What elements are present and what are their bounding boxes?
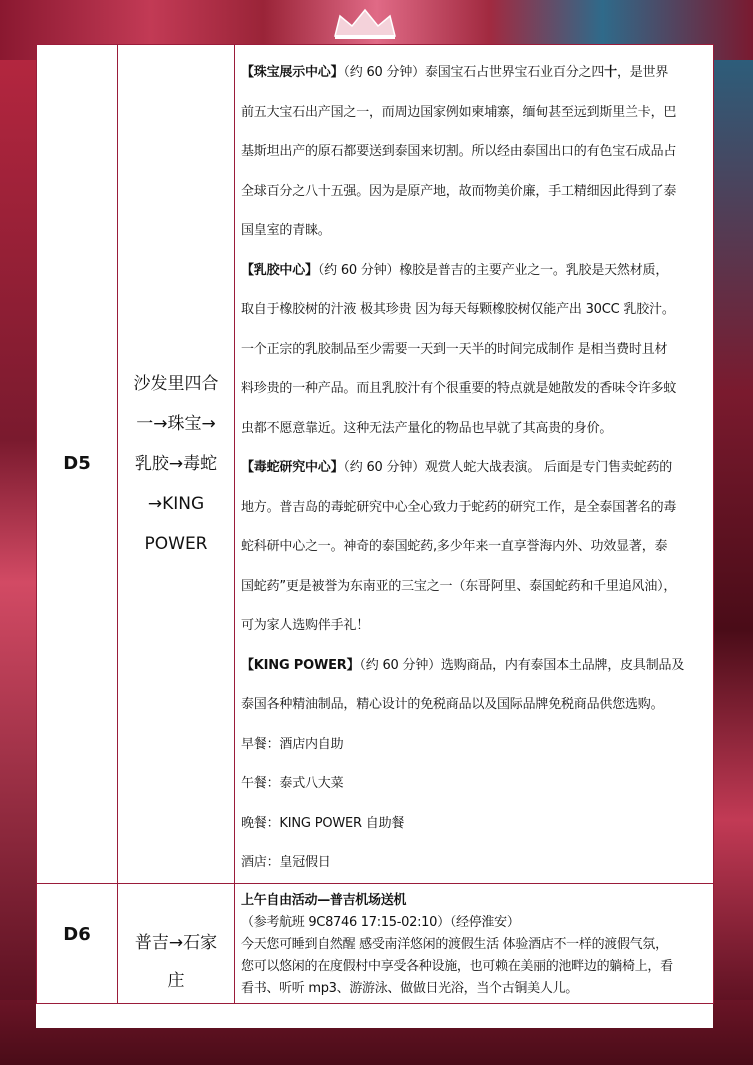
table-row (37, 883, 714, 1003)
description-line: 虫都不愿意靠近。这种无法产量化的物品也早就了其高贵的身价。 (241, 420, 613, 436)
description-line: 可为家人选购伴手礼！ (241, 618, 370, 633)
right-border-decoration (713, 60, 753, 1010)
route-line: POWER (144, 533, 208, 554)
route-line: 庄 (167, 970, 185, 991)
table-row (37, 45, 714, 884)
itinerary-table (36, 44, 714, 1004)
itinerary-page (36, 44, 713, 1028)
route-line: 乳胶→毒蛇 (134, 453, 218, 474)
description-line: 今天您可睡到自然醒 感受南洋悠闲的渡假生活 体验酒店不一样的渡假气氛， (241, 936, 668, 952)
description-line: 国蛇药”更是被誉为东南亚的三宝之一（东哥阿里、泰国蛇药和千里追风油）， (241, 578, 677, 594)
description-line: （参考航班 9C8746 17:15-02:10）（经停淮安） (241, 914, 520, 930)
meal-breakfast: 早餐：酒店内自助 (241, 736, 344, 752)
description-line: 【珠宝展示中心】（约 60 分钟）泰国宝石占世界宝石业百分之四十，是世界 (241, 65, 669, 80)
description-line: 地方。普吉岛的毒蛇研究中心全心致力于蛇药的研究工作，是全泰国著名的毒 (241, 499, 677, 515)
description-cell (235, 883, 714, 1003)
description-line: 基斯坦出产的原石都要送到泰国来切割。所以经由泰国出口的有色宝石成品占 (241, 144, 677, 159)
description-line: 泰国各种精油制品，精心设计的免税商品以及国际品牌免税商品供您选购。 (241, 697, 664, 712)
meal-lunch: 午餐：泰式八大菜 (241, 776, 344, 792)
route-line: 沙发里四合 (133, 373, 219, 394)
meal-dinner: 晚餐：KING POWER 自助餐 (241, 815, 405, 831)
day-cell (37, 45, 118, 884)
description-line: 一个正宗的乳胶制品至少需要一天到一天半的时间完成制作 是相当费时且材 (241, 341, 668, 357)
description-line: 国皇室的青睐。 (241, 223, 331, 238)
day-label: D5 (63, 453, 91, 475)
description-line: 蛇科研中心之一。神奇的泰国蛇药,多少年来一直享誉海内外、功效显著，泰 (241, 539, 668, 554)
day-cell (37, 883, 118, 1003)
description-line: 【毒蛇研究中心】（约 60 分钟）观赏人蛇大战表演。 后面是专门售卖蛇药的 (241, 460, 673, 475)
route-line: 一→珠宝→ (136, 413, 216, 434)
crown-decoration-icon (330, 8, 400, 40)
description-line: 您可以悠闲的在度假村中享受各种设施，也可赖在美丽的池畔边的躺椅上，看 (241, 958, 673, 974)
description-cell (235, 45, 714, 884)
day-headline: 上午自由活动—普吉机场送机 (241, 892, 407, 908)
description-line: 前五大宝石出产国之一，而周边国家例如柬埔寨，缅甸甚至远到斯里兰卡，巴 (241, 104, 677, 120)
route-line: 普吉→石家 (134, 932, 218, 953)
hotel: 酒店：皇冠假日 (241, 855, 331, 871)
left-border-decoration (0, 60, 36, 1010)
route-line: →KING (147, 493, 205, 514)
route-cell (118, 45, 235, 884)
description-line: 【乳胶中心】（约 60 分钟）橡胶是普吉的主要产业之一。乳胶是天然材质， (241, 262, 669, 278)
route-cell (118, 883, 235, 1003)
day-label: D6 (63, 923, 91, 945)
description-line: 看书、听听 mp3、游游泳、做做日光浴，当个古铜美人儿。 (241, 980, 578, 996)
description-line: 【KING POWER】（约 60 分钟）选购商品，内有泰国本土品牌，皮具制品及 (241, 657, 685, 673)
description-line: 取自于橡胶树的汁液 极其珍贵 因为每天每颗橡胶树仅能产出 30CC 乳胶汁。 (241, 302, 675, 317)
description-line: 料珍贵的一种产品。而且乳胶汁有个很重要的特点就是她散发的香味令许多蚊 (241, 381, 677, 396)
description-line: 全球百分之八十五强。因为是原产地，故而物美价廉，手工精细因此得到了泰 (241, 183, 677, 199)
